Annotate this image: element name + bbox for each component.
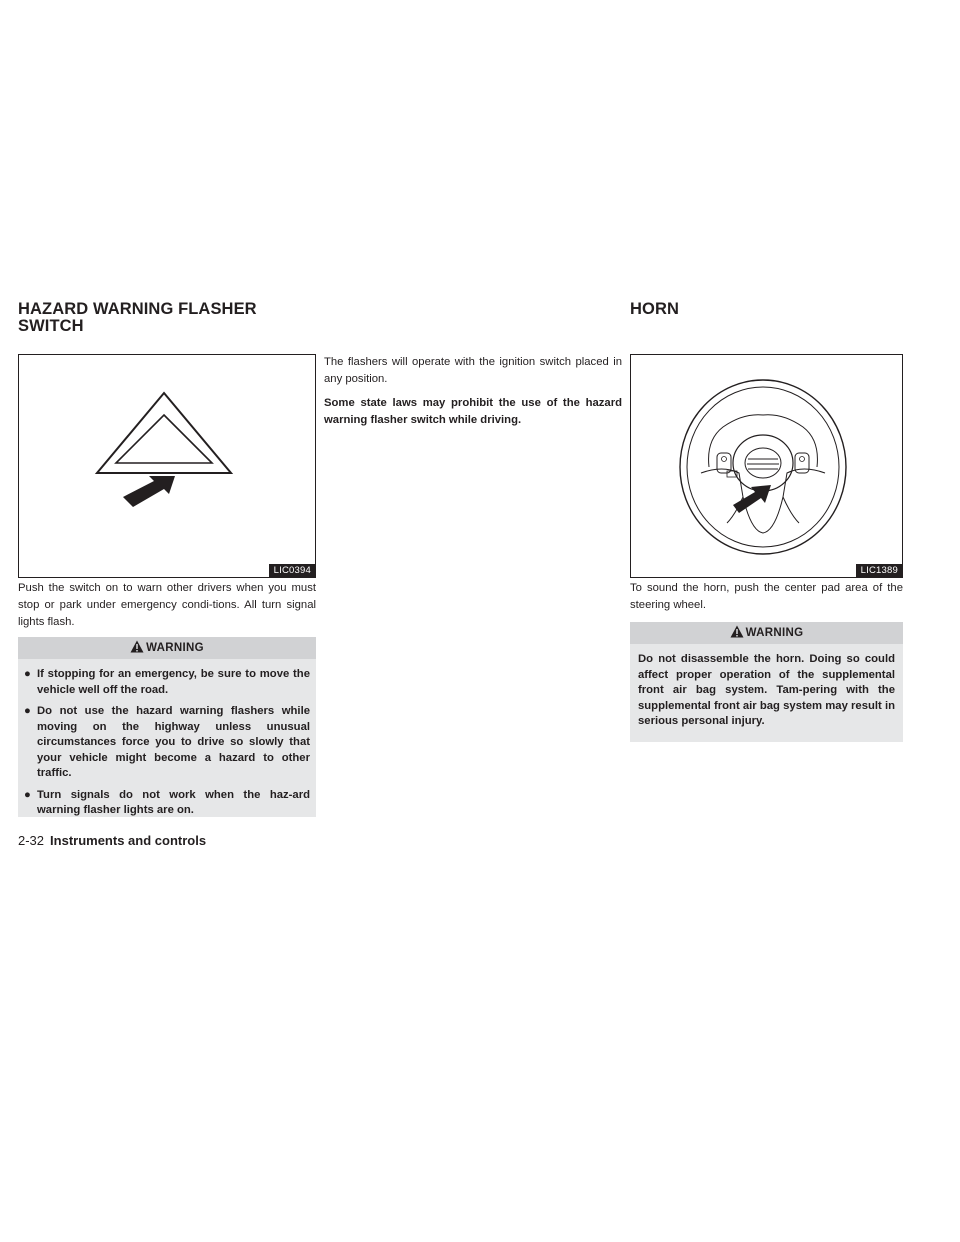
flasher-operate-text: The flashers will operate with the ignition switch placed in any position. bbox=[324, 356, 622, 385]
horn-warning-title: WARNING bbox=[745, 627, 804, 639]
horn-heading: HORN bbox=[630, 300, 679, 318]
warning-item bbox=[24, 667, 310, 698]
hazard-heading bbox=[18, 301, 318, 335]
horn-intro: To sound the horn, push the center pad area of the steering wheel. bbox=[630, 582, 903, 611]
horn-warning-header bbox=[630, 622, 903, 644]
warning-item-text: Do not use the hazard warning flashers while moving on the highway unless unusual circumstances force you to drive so slowly that your vehicle might become a hazard to other traffic. bbox=[37, 705, 310, 779]
horn-warning-text: Do not disassemble the horn. Doing so could affect proper operation of the supplemental front air bag system. Tam-pering with the supplemental front air bag system may result in serious personal injury. bbox=[638, 653, 895, 727]
hazard-warning-title: WARNING bbox=[146, 642, 204, 654]
arrow-illustration bbox=[123, 476, 175, 507]
hazard-intro: Push the switch on to warn other drivers when you must stop or park under emergency condi-tions. All turn signal lights flash. bbox=[18, 582, 316, 628]
hazard-figure bbox=[18, 354, 316, 578]
warning-item bbox=[24, 788, 310, 819]
page-number: 2-32 bbox=[18, 833, 45, 848]
hazard-heading-line2: SWITCH bbox=[18, 317, 84, 335]
hazard-warning-list bbox=[18, 659, 316, 829]
steering-wheel-illustration bbox=[631, 355, 902, 577]
hazard-triangle-illustration bbox=[19, 355, 315, 577]
horn-figure bbox=[630, 354, 903, 578]
warning-item-text: Turn signals do not work when the haz-ard warning flasher lights are on. bbox=[37, 788, 310, 816]
hazard-warning-header bbox=[18, 637, 316, 659]
warning-triangle-icon bbox=[130, 640, 144, 653]
hazard-heading-line1: HAZARD WARNING FLASHER bbox=[18, 300, 257, 318]
horn-figure-label: LIC1389 bbox=[856, 564, 902, 577]
section-title: Instruments and controls bbox=[50, 833, 207, 848]
warning-item bbox=[24, 704, 310, 782]
bullet: ● bbox=[24, 705, 31, 717]
warning-triangle-icon bbox=[730, 625, 744, 638]
warning-item-text: If stopping for an emergency, be sure to move the vehicle well off the road. bbox=[37, 668, 310, 696]
hazard-warning-box bbox=[18, 637, 316, 817]
bullet: ● bbox=[24, 668, 31, 680]
bullet: ● bbox=[24, 788, 31, 801]
page-footer bbox=[18, 833, 206, 849]
state-law-text: Some state laws may prohibit the use of the hazard warning flasher switch while driving. bbox=[324, 397, 622, 426]
horn-warning-box bbox=[630, 622, 903, 742]
hazard-figure-label: LIC0394 bbox=[269, 564, 315, 577]
